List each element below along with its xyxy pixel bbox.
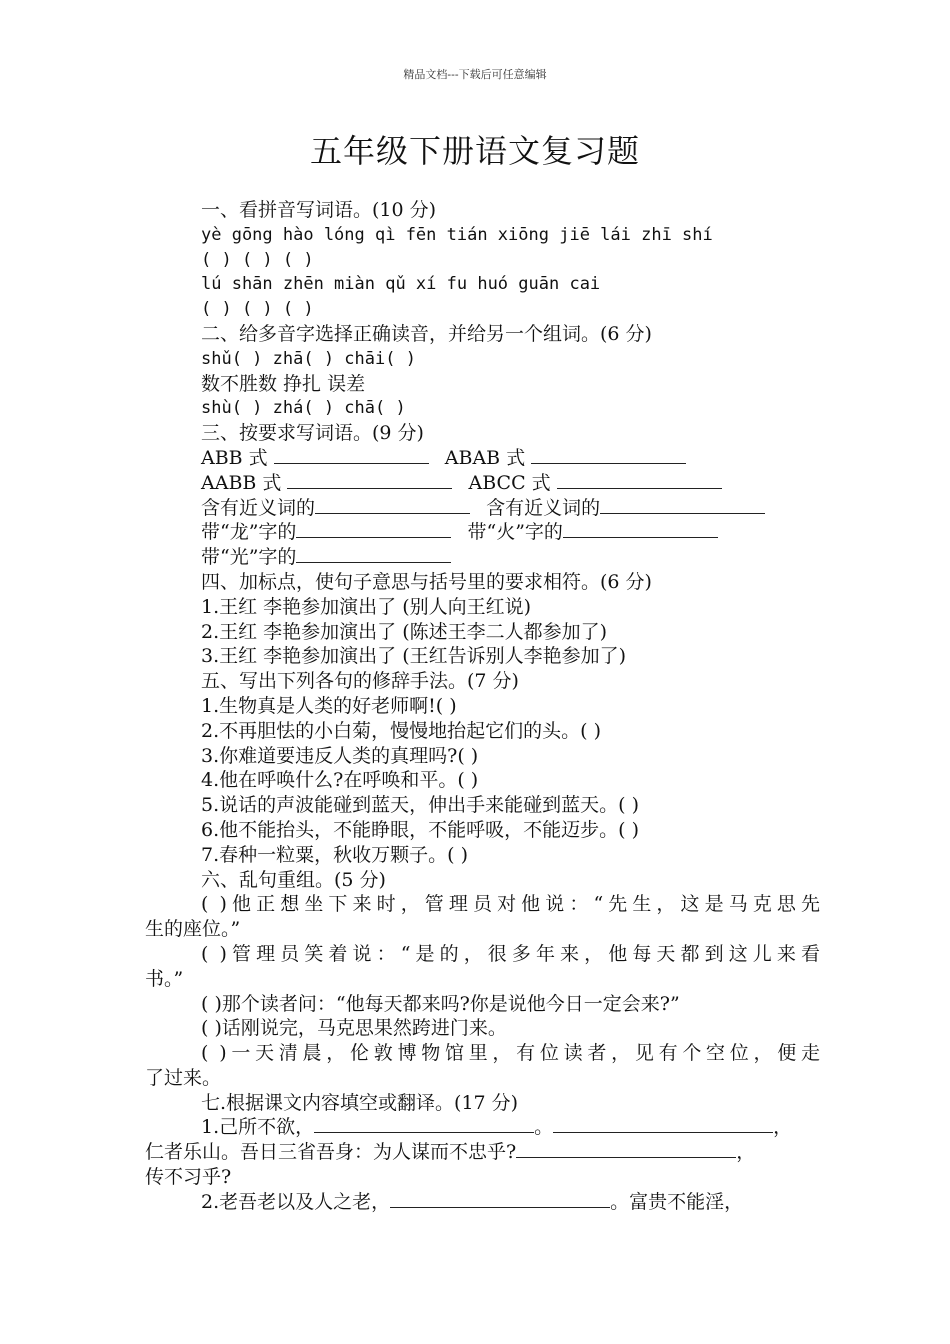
fill-blank[interactable]	[553, 1116, 773, 1133]
aabb-label: AABB 式	[201, 471, 282, 494]
section-4-heading: 四、加标点，使句子意思与括号里的要求相符。(6 分)	[201, 570, 652, 593]
worksheet-content	[145, 198, 820, 1215]
abb-blank[interactable]	[274, 447, 429, 464]
reorder-sentence-2b: 书。”	[145, 967, 184, 990]
page-title: 五年级下册语文复习题	[309, 132, 640, 170]
abb-label: ABB 式	[201, 446, 268, 469]
rhetoric-item: 4.他在呼唤什么?在呼唤和平。( )	[201, 769, 479, 792]
abcc-label: ABCC 式	[468, 471, 551, 494]
fire-blank[interactable]	[563, 521, 718, 538]
fill-blank[interactable]	[390, 1191, 610, 1208]
word-pattern-row-4	[145, 520, 820, 545]
section-7-heading: 七.根据课文内容填空或翻译。(17 分)	[201, 1091, 519, 1114]
section-1-heading: 一、看拼音写词语。(10 分)	[201, 199, 437, 221]
rhetoric-item: 1.生物真是人类的好老师啊!( )	[201, 694, 457, 717]
punctuation-item: 3.王红 李艳参加演出了 (王红告诉别人李艳参加了)	[201, 645, 627, 668]
pinyin-line-1: yè gōng hào lóng qì fēn tián xiōng jiē lái zhī shí	[201, 224, 713, 245]
light-label: 带“光”字的	[201, 546, 297, 569]
fill-line-4	[145, 1190, 820, 1215]
fill-blank[interactable]	[516, 1141, 736, 1158]
section-3-heading: 三、按要求写词语。(9 分)	[201, 422, 424, 445]
polyphone-line-2: shù( ) zhá( ) chā( )	[201, 398, 406, 419]
reorder-sentence-3: ( )那个读者问：“他每天都来吗?你是说他今日一定会来?”	[201, 992, 680, 1015]
fill-text: ，	[736, 1141, 756, 1164]
abcc-blank[interactable]	[557, 472, 722, 489]
rhetoric-item: 2.不再胆怯的小白菊，慢慢地抬起它们的头。( )	[201, 719, 601, 742]
word-pattern-row-1	[145, 446, 820, 471]
light-blank[interactable]	[296, 546, 451, 563]
answer-parens-2: ( ) ( ) ( )	[201, 299, 314, 320]
fill-text: 2.老吾老以及人之老，	[201, 1190, 391, 1213]
fire-label: 带“火”字的	[467, 521, 563, 544]
rhetoric-item: 5.说话的声波能碰到蓝天，伸出手来能碰到蓝天。( )	[201, 794, 639, 817]
pinyin-line-2: lú shān zhēn miàn qǔ xí fu huó guān cai	[201, 274, 601, 295]
reorder-sentence-1b: 生的座位。”	[145, 918, 241, 941]
punctuation-item: 1.王红 李艳参加演出了 (别人向王红说)	[201, 595, 532, 618]
fill-line-1	[145, 1115, 820, 1140]
rhetoric-item: 7.春种一粒粟，秋收万颗子。( )	[201, 843, 468, 866]
section-5-heading: 五、写出下列各句的修辞手法。(7 分)	[201, 670, 519, 693]
word-pattern-row-2	[145, 471, 820, 496]
fill-text: 1.己所不欲，	[201, 1116, 315, 1139]
fill-blank[interactable]	[314, 1116, 534, 1133]
polyphone-line-1: shǔ( ) zhā( ) chāi( )	[201, 348, 416, 369]
word-pattern-row-5	[145, 545, 820, 570]
abab-blank[interactable]	[531, 447, 686, 464]
fill-line-2	[145, 1140, 820, 1165]
fill-text: 。富贵不能淫，	[610, 1190, 744, 1213]
rhetoric-item: 3.你难道要违反人类的真理吗?( )	[201, 744, 479, 767]
reorder-sentence-2a: ( )管理员笑着说：“是的，很多年来，他每天都到这儿来看	[201, 942, 820, 965]
reorder-sentence-1a: ( )他正想坐下来时，管理员对他说：“先生，这是马克思先	[201, 893, 820, 916]
section-6-heading: 六、乱句重组。(5 分)	[201, 868, 386, 891]
fill-line-3: 传不习乎?	[145, 1166, 232, 1189]
abab-label: ABAB 式	[444, 446, 526, 469]
answer-parens-1: ( ) ( ) ( )	[201, 249, 314, 270]
synonym-label-2: 含有近义词的	[486, 496, 601, 519]
fill-text: 仁者乐山。吾日三省吾身：为人谋而不忠乎?	[145, 1141, 517, 1164]
synonym-label-1: 含有近义词的	[201, 496, 316, 519]
dragon-blank[interactable]	[296, 521, 451, 538]
page-header: 精品文档---下载后可任意编辑	[403, 68, 547, 81]
reorder-sentence-4: ( )话刚说完，马克思果然跨进门来。	[201, 1017, 507, 1040]
word-pattern-row-3	[145, 496, 820, 521]
rhetoric-item: 6.他不能抬头，不能睁眼，不能呼吸，不能迈步。( )	[201, 818, 639, 841]
section-2-heading: 二、给多音字选择正确读音，并给另一个组词。(6 分)	[201, 322, 652, 345]
fill-text: ，	[773, 1116, 793, 1139]
fill-text: 。	[534, 1116, 554, 1139]
dragon-label: 带“龙”字的	[201, 521, 297, 544]
polyphone-words: 数不胜数 挣扎 误差	[201, 372, 366, 395]
reorder-sentence-5b: 了过来。	[145, 1066, 222, 1089]
synonym-blank-2[interactable]	[600, 497, 765, 514]
synonym-blank-1[interactable]	[315, 497, 470, 514]
punctuation-item: 2.王红 李艳参加演出了 (陈述王李二人都参加了)	[201, 620, 608, 643]
aabb-blank[interactable]	[287, 472, 452, 489]
reorder-sentence-5a: ( )一天清晨，伦敦博物馆里，有位读者，见有个空位，便走	[201, 1042, 820, 1065]
